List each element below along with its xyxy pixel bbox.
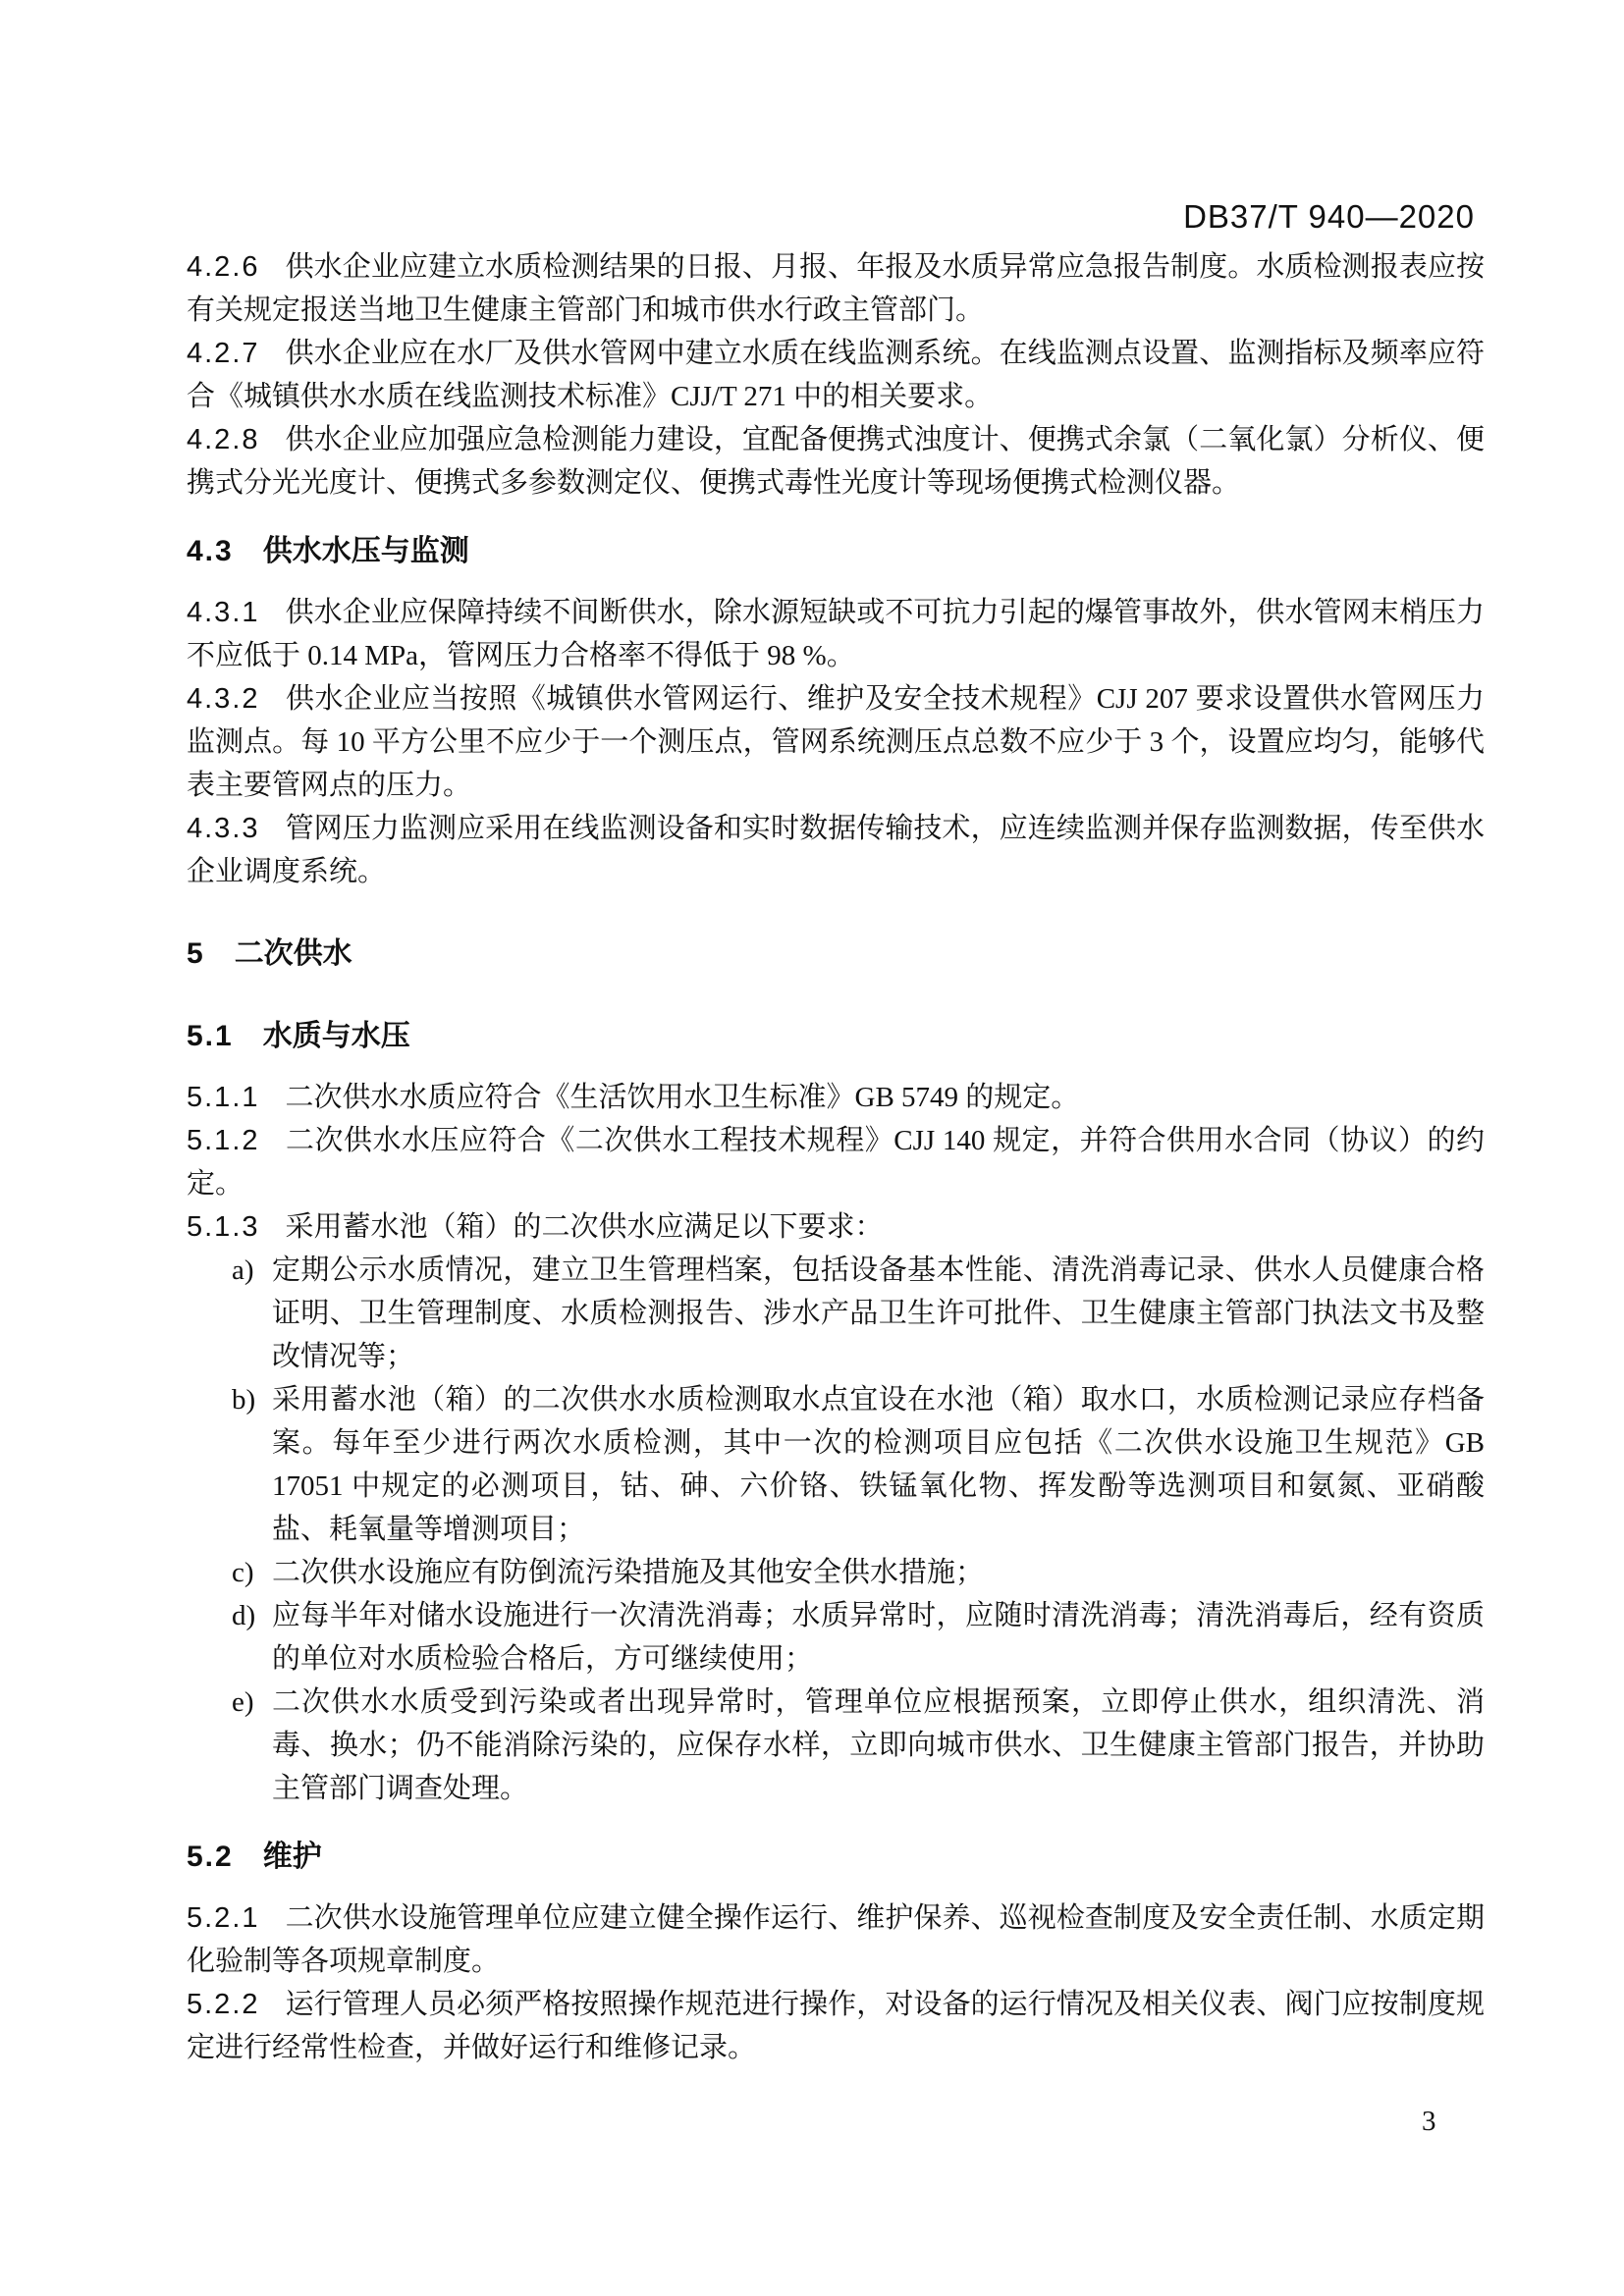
clause-text: 二次供水设施管理单位应建立健全操作运行、维护保养、巡视检查制度及安全责任制、水质定期化验制等各项规章制度。 [187,1902,1485,1977]
clause-5-2-1 [187,1896,1485,1983]
clause-number: 5.1.2 [187,1125,260,1156]
clause-text: 供水企业应保障持续不间断供水，除水源短缺或不可抗力引起的爆管事故外，供水管网末梢压力不应低于 0.14 MPa，管网压力合格率不得低于 98 %。 [187,597,1485,671]
clause-number: 4.2.6 [187,251,260,283]
page-number: 3 [1422,2106,1436,2137]
heading-title: 二次供水 [234,937,352,970]
clause-5-2-2 [187,1983,1485,2069]
clause-text: 供水企业应当按照《城镇供水管网运行、维护及安全技术规程》CJJ 207 要求设置供水管网压力监测点。每 10 平方公里不应少于一个测压点，管网系统测压点总数不应少于 3 个，设置应均匀，能够代表主要管网点的压力。 [187,683,1485,801]
heading-title: 水质与水压 [262,1020,410,1052]
clause-5-1-3 [187,1205,1485,1249]
list-item-label: d) [232,1600,256,1631]
list-item-d [187,1594,1485,1681]
section-heading-5-2 [187,1836,1485,1879]
clause-number: 4.2.7 [187,338,260,369]
heading-title: 供水水压与监测 [262,535,469,567]
heading-title: 维护 [262,1841,322,1873]
list-item-label: e) [232,1686,254,1718]
list-item-label: b) [232,1384,256,1415]
clause-text: 供水企业应建立水质检测结果的日报、月报、年报及水质异常应急报告制度。水质检测报表应按有关规定报送当地卫生健康主管部门和城市供水行政主管部门。 [187,251,1485,326]
heading-number: 4.3 [187,535,234,567]
list-item-text: 应每半年对储水设施进行一次清洗消毒；水质异常时，应随时清洗消毒；清洗消毒后，经有资质的单位对水质检验合格后，方可继续使用； [272,1600,1485,1675]
heading-number: 5.1 [187,1020,234,1052]
clause-4-3-3 [187,807,1485,893]
clause-number: 4.2.8 [187,424,260,455]
list-item-a [187,1249,1485,1378]
clause-number: 5.2.2 [187,1989,260,2020]
list-item-b [187,1378,1485,1551]
clause-text: 二次供水水压应符合《二次供水工程技术规程》CJJ 140 规定，并符合供用水合同（协议）的约定。 [187,1125,1485,1200]
clause-5-1-2 [187,1119,1485,1205]
heading-number: 5.2 [187,1841,234,1873]
clause-text: 二次供水水质应符合《生活饮用水卫生标准》GB 5749 的规定。 [285,1082,1080,1113]
list-item-e [187,1681,1485,1810]
clause-text: 管网压力监测应采用在线监测设备和实时数据传输技术，应连续监测并保存监测数据，传至供水企业调度系统。 [187,813,1485,887]
list-item-c [187,1551,1485,1594]
clause-text: 供水企业应加强应急检测能力建设，宜配备便携式浊度计、便携式余氯（二氧化氯）分析仪、便携式分光光度计、便携式多参数测定仪、便携式毒性光度计等现场便携式检测仪器。 [187,424,1485,499]
chapter-heading-5 [187,933,1485,976]
clause-4-2-8 [187,418,1485,505]
document-content [187,245,1485,2069]
requirement-list [187,1249,1485,1810]
doc-number: DB37/T 940—2020 [1183,198,1475,235]
clause-number: 5.1.1 [187,1082,260,1113]
list-item-label: a) [232,1255,254,1286]
clause-4-2-6 [187,245,1485,332]
list-item-text: 定期公示水质情况，建立卫生管理档案，包括设备基本性能、清洗消毒记录、供水人员健康合格证明、卫生管理制度、水质检测报告、涉水产品卫生许可批件、卫生健康主管部门执法文书及整改情况等； [272,1255,1485,1372]
clause-4-3-2 [187,677,1485,807]
list-item-text: 采用蓄水池（箱）的二次供水水质检测取水点宜设在水池（箱）取水口，水质检测记录应存档备案。每年至少进行两次水质检测，其中一次的检测项目应包括《二次供水设施卫生规范》GB 17051 中规定的必测项目，钴、砷、六价铬、铁锰氧化物、挥发酚等选测项目和氨氮、亚硝酸盐、耗氧量等增测项目； [272,1384,1485,1545]
clause-number: 4.3.1 [187,597,260,628]
section-heading-4-3 [187,530,1485,573]
clause-text: 运行管理人员必须严格按照操作规范进行操作，对设备的运行情况及相关仪表、阀门应按制度规定进行经常性检查，并做好运行和维修记录。 [187,1989,1485,2063]
heading-number: 5 [187,937,205,970]
clause-5-1-1 [187,1076,1485,1119]
clause-text: 供水企业应在水厂及供水管网中建立水质在线监测系统。在线监测点设置、监测指标及频率应符合《城镇供水水质在线监测技术标准》CJJ/T 271 中的相关要求。 [187,338,1485,412]
list-item-label: c) [232,1557,254,1588]
clause-4-2-7 [187,332,1485,418]
clause-number: 4.3.3 [187,813,260,844]
list-item-text: 二次供水设施应有防倒流污染措施及其他安全供水措施； [272,1557,985,1588]
clause-number: 5.1.3 [187,1211,260,1243]
clause-4-3-1 [187,591,1485,677]
clause-text: 采用蓄水池（箱）的二次供水应满足以下要求： [285,1211,884,1243]
clause-number: 5.2.1 [187,1902,260,1934]
list-item-text: 二次供水水质受到污染或者出现异常时，管理单位应根据预案，立即停止供水，组织清洗、消毒、换水；仍不能消除污染的，应保存水样，立即向城市供水、卫生健康主管部门报告，并协助主管部门调查处理。 [272,1686,1485,1804]
section-heading-5-1 [187,1015,1485,1058]
clause-number: 4.3.2 [187,683,260,715]
